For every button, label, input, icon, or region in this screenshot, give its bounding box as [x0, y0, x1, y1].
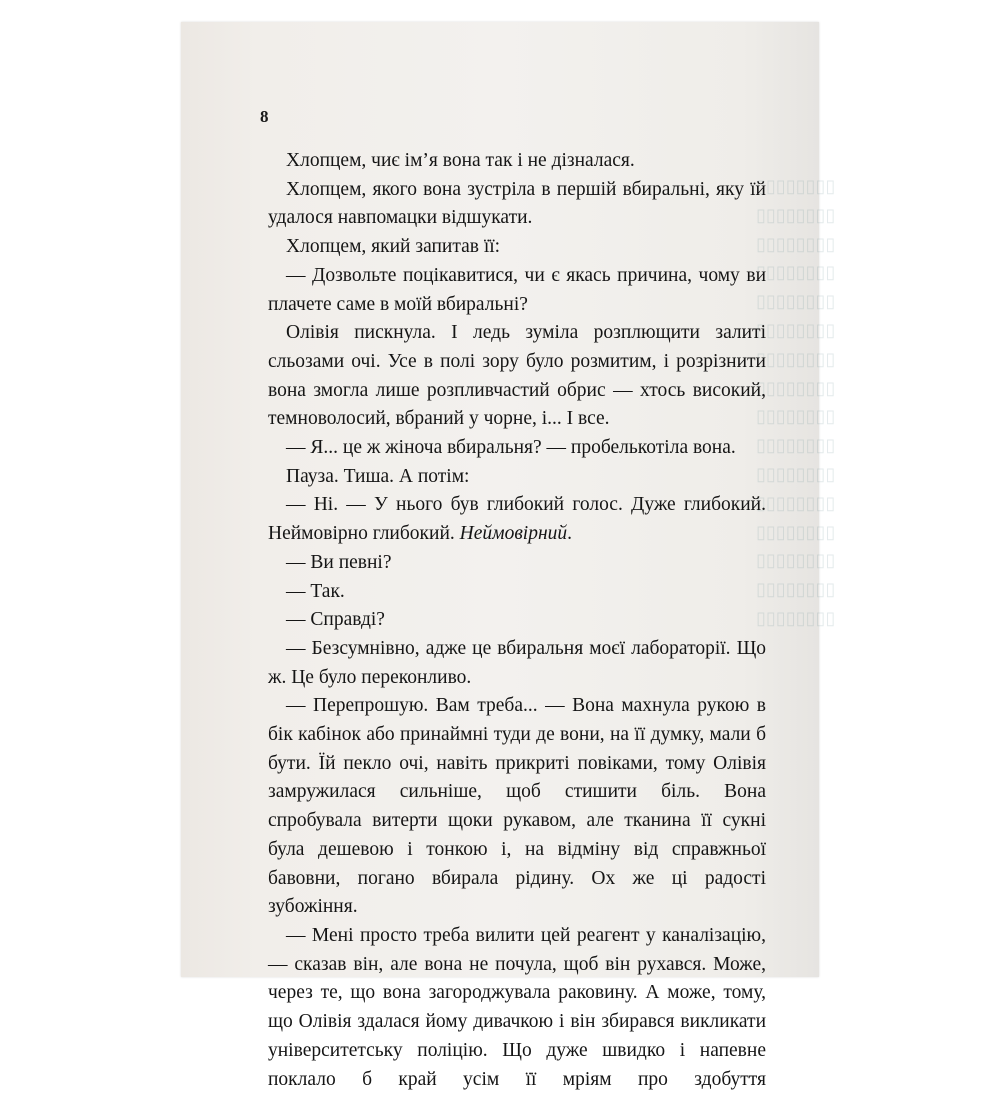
paragraph: Хлопцем, якого вона зустріла в першій вбиральні, яку їй удалося навпомацки відшукати.: [268, 178, 766, 229]
paragraph: Пауза. Тиша. А потім:: [286, 465, 470, 487]
book-page: [181, 22, 836, 1090]
page-number: 8: [260, 107, 269, 126]
paragraph: — Так.: [286, 580, 345, 602]
paragraph: — Ви певні?: [286, 551, 392, 573]
paragraph: Олівія пискнула. І ледь зуміла розплющити залиті сльозами очі. Усе в полі зору було розмитим, і розрізнити вона змогла лише розпливчастий обрис — хтось високий, темноволосий, вбраний у чорне, і... І все.: [268, 322, 766, 430]
paragraph: — Безсумнівно, адже це вбиральня моєї лабораторії. Що ж. Це було переконливо.: [268, 637, 766, 688]
paragraph: — Перепрошую. Вам треба... — Вона махнула рукою в бік кабінок або принаймні туди де вони, на її думку, мали б бути. Їй пекло очі, навіть прикриті повіками, тому Олівія замружилася сильніше, щоб стишити біль. Вона спробувала витерти щоки рукавом, але тканина її сукні була дешевою і тонкою і, на відміну від справжньої бавовни, погано вбирала рідину. Ох же ці радості зубожіння.: [268, 695, 766, 918]
emphasized-word: Неймовірний: [459, 523, 568, 545]
paragraph-text: .: [567, 523, 573, 545]
bleed-through-text: ▯▯▯▯▯▯▯▯ ▯▯▯▯▯▯▯▯ ▯▯▯▯▯▯▯▯ ▯▯▯▯▯▯▯▯ ▯▯▯▯▯▯▯▯ ▯▯▯▯▯▯▯▯ ▯▯▯▯▯▯▯▯ ▯▯▯▯▯▯▯▯ ▯▯▯▯▯▯▯▯ ▯▯▯▯▯▯▯▯ ▯▯▯▯▯▯▯▯ ▯▯▯▯▯▯▯▯ ▯▯▯▯▯▯▯▯ ▯▯▯▯▯▯▯▯ ▯▯▯▯▯▯▯▯ ▯▯▯▯▯▯▯▯: [756, 176, 836, 628]
paragraph: — Справді?: [286, 609, 385, 631]
body-text: [268, 147, 766, 1094]
paragraph: [268, 491, 766, 548]
paragraph: — Дозвольте поцікавитися, чи є якась причина, чому ви плачете саме в моїй вбиральні?: [268, 264, 766, 315]
paragraph: Хлопцем, чиє ім’я вона так і не дізналася.: [286, 150, 635, 171]
paragraph-text: — Ні. — У нього був глибокий голос. Дуже глибокий. Неймовірно глибокий.: [268, 494, 766, 545]
paragraph: — Я... це ж жіноча вбиральня? — пробелькотіла вона.: [286, 437, 736, 459]
paragraph: — Мені просто треба вилити цей реагент у каналізацію, — сказав він, але вона не почула, щоб він рухався. Може, через те, що вона загороджувала раковину. А може, тому, що Олівія здалася йому дивачкою і він збирався викликати університетську поліцію. Що дуже швидко і напевне поклало б край усім її мріям про здобуття: [268, 924, 766, 1090]
paragraph: Хлопцем, який запитав її:: [286, 236, 501, 258]
